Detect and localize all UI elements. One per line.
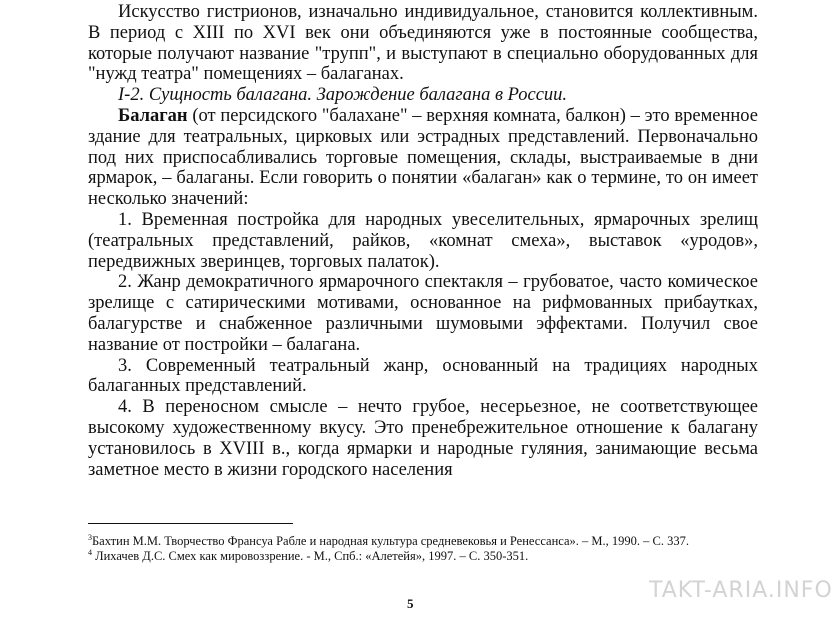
footnote xyxy=(88,549,758,564)
footnote-text: Бахтин М.М. Творчество Франсуа Рабле и народная культура средневековья и Ренессанса». – М., 1990. – С. 337. xyxy=(92,534,689,548)
list-item-3: 3. Современный театральный жанр, основанный на традициях народных балаганных представлений. xyxy=(88,355,758,397)
footnote-number: 4 xyxy=(88,547,92,557)
body-text xyxy=(88,2,758,480)
list-item-2: 2. Жанр демократичного ярмарочного спектакля – грубоватое, часто комическое зрелище с сатирическими мотивами, основанное на рифмованных прибаутках, балагурстве и снабженное различными шумовыми эффектами. Получил свое название от постройки – балагана. xyxy=(88,272,758,355)
paragraph-intro: Искусство гистрионов, изначально индивидуальное, становится коллективным. В период с XIII по XVI век они объединяются уже в постоянные сообщества, которые получают название "трупп", и выступают в специально оборудованных для "нужд театра" помещениях – балаганах. xyxy=(88,2,758,85)
footnote-text: Лихачев Д.С. Смех как мировоззрение. - М., Спб.: «Алетейя», 1997. – С. 350-351. xyxy=(95,549,529,563)
section-subheading: I-2. Сущность балагана. Зарождение балагана в России. xyxy=(118,85,568,106)
footnote xyxy=(88,534,758,549)
footnotes xyxy=(88,534,758,564)
list-item-1: 1. Временная постройка для народных увеселительных, ярмарочных зрелищ (театральных представлений, райков, «комнат смеха», выставок «уродов», передвижных зверинцев, торговых палаток). xyxy=(88,209,758,272)
watermark: TAKT-ARIA.INFO xyxy=(649,578,833,603)
paragraph-definition xyxy=(88,106,758,210)
definition-text: (от персидского "балахане" – верхняя комната, балкон) – это временное здание для театральных, цирковых или эстрадных представлений. Первоначально под них приспосабливались торговые помещения, склады, выстраиваемые в дни ярмарок, – балаганы. Если говорить о понятии «балаган» как о термине, то он имеет несколько значений: xyxy=(88,105,758,210)
defined-term: Балаган xyxy=(118,105,188,126)
list-item-4: 4. В переносном смысле – нечто грубое, несерьезное, не соответствующее высокому художественному вкусу. Это пренебрежительное отношение к балагану установилось в XVIII в., когда ярмарки и народные гуляния, занимающие весьма заметное место в жизни городского населения xyxy=(88,397,758,480)
page-number: 5 xyxy=(407,596,414,611)
footnote-number: 3 xyxy=(88,532,92,542)
footnote-divider xyxy=(88,523,293,524)
